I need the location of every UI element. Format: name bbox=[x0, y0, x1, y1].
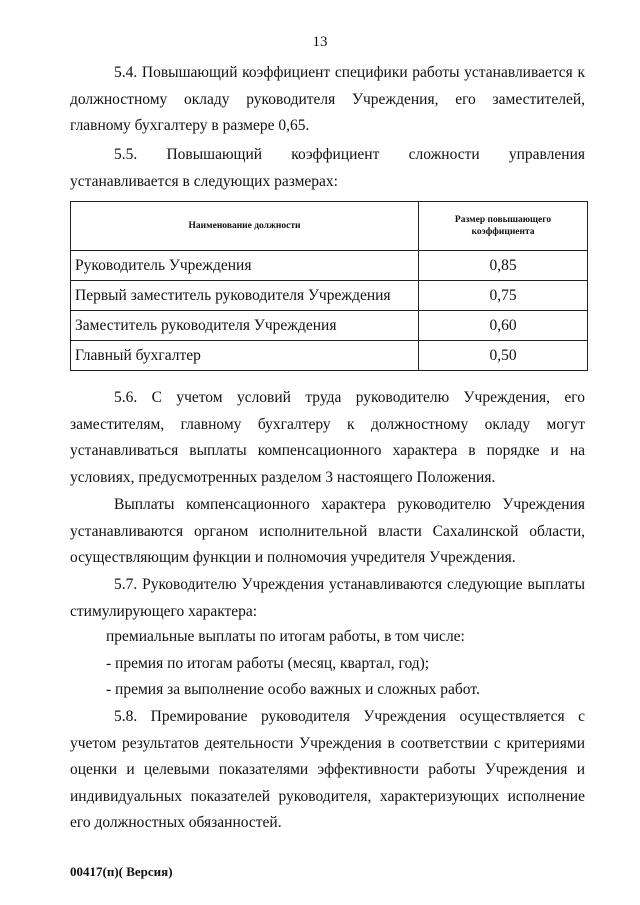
bonus-list-item: - премия за выполнение особо важных и сложных работ. bbox=[106, 681, 480, 698]
coefficient-cell: 0,50 bbox=[419, 341, 588, 371]
bonus-list-intro: премиальные выплаты по итогам работы, в том числе: bbox=[106, 628, 465, 645]
position-cell: Главный бухгалтер bbox=[71, 341, 419, 371]
coefficient-cell: 0,75 bbox=[419, 281, 588, 311]
table-row bbox=[71, 311, 588, 341]
table-row bbox=[71, 251, 588, 281]
coefficient-table bbox=[70, 201, 588, 371]
paragraph-5-6-compensation: Выплаты компенсационного характера руководителю Учреждения устанавливаются органом исполнительной власти Сахалинской области, осуществляющим функции и полномочия учредителя Учреждения. bbox=[70, 496, 585, 566]
document-code: 00417(п)( Версия) bbox=[70, 864, 173, 879]
page-number: 13 bbox=[312, 34, 328, 50]
header-position: Наименование должности bbox=[71, 202, 419, 251]
position-cell: Руководитель Учреждения bbox=[71, 251, 419, 281]
table-row bbox=[71, 341, 588, 371]
coefficient-cell: 0,60 bbox=[419, 311, 588, 341]
paragraph-5-7: 5.7. Руководителю Учреждения устанавливаются следующие выплаты стимулирующего характера: bbox=[70, 576, 585, 620]
coefficient-cell: 0,85 bbox=[419, 251, 588, 281]
position-cell: Первый заместитель руководителя Учреждения bbox=[71, 281, 419, 311]
table-row bbox=[71, 281, 588, 311]
paragraph-5-8: 5.8. Премирование руководителя Учреждения осуществляется с учетом результатов деятельности Учреждения в соответствии с критериями оценки и целевыми показателями эффективности работы Учреждения и индивидуальных показателей руководителя, характеризующих исполнение его должностных обязанностей. bbox=[70, 708, 585, 831]
table-header-row bbox=[71, 202, 588, 251]
paragraph-5-6: 5.6. С учетом условий труда руководителю Учреждения, его заместителям, главному бухгалтеру к должностному окладу могут устанавливаться выплаты компенсационного характера в порядке и на условиях, предусмотренных разделом 3 настоящего Положения. bbox=[70, 389, 585, 486]
bonus-list-item: - премия по итогам работы (месяц, квартал, год); bbox=[106, 655, 430, 672]
paragraph-5-4: 5.4. Повышающий коэффициент специфики работы устанавливается к должностному окладу руководителя Учреждения, его заместителей, главному бухгалтеру в размере 0,65. bbox=[70, 64, 585, 134]
position-cell: Заместитель руководителя Учреждения bbox=[71, 311, 419, 341]
header-coefficient: Размер повышающего коэффициента bbox=[419, 202, 588, 251]
paragraph-5-5: 5.5. Повышающий коэффициент сложности управления устанавливается в следующих размерах: bbox=[70, 146, 585, 190]
